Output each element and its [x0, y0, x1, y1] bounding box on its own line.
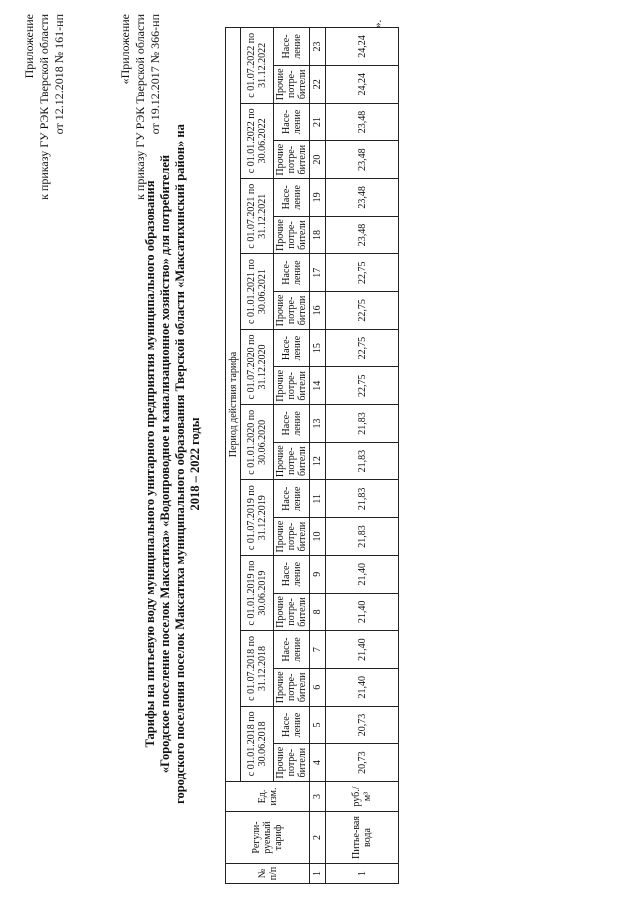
tariff-value: 21,40	[326, 631, 399, 669]
category-other-consumers: Прочие потре-бители	[274, 367, 310, 405]
column-number: 1	[310, 864, 326, 884]
category-population: Насе-ление	[274, 254, 310, 292]
category-other-consumers: Прочие потре-бители	[274, 292, 310, 330]
period-cell: с 01.01.2021 по 30.06.2021	[241, 254, 274, 329]
column-number: 9	[310, 555, 326, 593]
title-line-2: «Городское поселение поселок Максатиха» «Водопроводное и канализационное хозяйство» для потребителей	[158, 154, 172, 774]
tariff-value: 23,48	[326, 103, 399, 141]
category-population: Насе-ление	[274, 480, 310, 518]
category-population: Насе-ление	[274, 179, 310, 217]
column-number: 16	[310, 292, 326, 330]
tariff-value: 21,40	[326, 555, 399, 593]
period-cell: с 01.07.2022 по 31.12.2022	[241, 28, 274, 104]
category-population: Насе-ление	[274, 631, 310, 669]
row-unit: руб./м³	[326, 782, 399, 812]
column-number: 20	[310, 141, 326, 179]
column-number: 17	[310, 254, 326, 292]
row-number: 1	[326, 864, 399, 884]
category-other-consumers: Прочие потре-бители	[274, 593, 310, 631]
tariff-value: 20,73	[326, 706, 399, 744]
period-cell: с 01.07.2019 по 31.12.2019	[241, 480, 274, 555]
column-number: 22	[310, 65, 326, 103]
category-other-consumers: Прочие потре-бители	[274, 141, 310, 179]
period-cell: с 01.01.2018 по 30.06.2018	[241, 706, 274, 781]
column-number: 4	[310, 744, 326, 782]
category-population: Насе-ление	[274, 103, 310, 141]
period-cell: с 01.07.2020 по 31.12.2020	[241, 329, 274, 404]
tariff-value: 24,24	[326, 28, 399, 66]
column-number: 13	[310, 405, 326, 443]
header-number: № п/п	[226, 864, 310, 884]
annex-label: Приложение	[22, 14, 36, 79]
category-other-consumers: Прочие потре-бители	[274, 744, 310, 782]
period-cell: с 01.01.2019 по 30.06.2019	[241, 555, 274, 630]
period-cell: с 01.07.2021 по 31.12.2021	[241, 179, 274, 254]
table-row	[326, 28, 399, 884]
period-cell: с 01.01.2022 по 30.06.2022	[241, 103, 274, 178]
document-title	[143, 114, 203, 814]
period-cell: с 01.07.2018 по 31.12.2018	[241, 631, 274, 706]
closing-mark: ».	[372, 19, 384, 28]
tariff-value: 21,83	[326, 442, 399, 480]
tariff-value: 21,40	[326, 593, 399, 631]
column-number: 12	[310, 442, 326, 480]
tariff-value: 21,83	[326, 518, 399, 556]
category-other-consumers: Прочие потре-бители	[274, 216, 310, 254]
category-other-consumers: Прочие потре-бители	[274, 442, 310, 480]
annex-order: к приказу ГУ РЭК Тверской области	[37, 14, 51, 200]
column-number: 11	[310, 480, 326, 518]
tariff-value: 21,83	[326, 405, 399, 443]
header-period: Период действия тарифа	[226, 28, 241, 782]
column-number: 14	[310, 367, 326, 405]
previous-annex-order: к приказу ГУ РЭК Тверской области	[133, 14, 147, 200]
tariff-value: 22,75	[326, 292, 399, 330]
header-unit: Ед. изм.	[226, 782, 310, 812]
tariff-value: 20,73	[326, 744, 399, 782]
header-tariff: Регули-руемый тариф	[226, 812, 310, 864]
tariff-value: 23,48	[326, 141, 399, 179]
category-other-consumers: Прочие потре-бители	[274, 518, 310, 556]
column-number: 19	[310, 179, 326, 217]
column-number: 7	[310, 631, 326, 669]
category-other-consumers: Прочие потре-бители	[274, 668, 310, 706]
tariff-value: 21,40	[326, 668, 399, 706]
category-row	[274, 28, 310, 884]
column-number: 8	[310, 593, 326, 631]
tariff-value: 23,48	[326, 179, 399, 217]
previous-annex-label: «Приложение	[118, 14, 132, 85]
tariff-value: 24,24	[326, 65, 399, 103]
category-other-consumers: Прочие потре-бители	[274, 65, 310, 103]
column-number: 2	[310, 812, 326, 864]
column-number: 3	[310, 782, 326, 812]
column-number: 5	[310, 706, 326, 744]
category-population: Насе-ление	[274, 329, 310, 367]
tariff-value: 22,75	[326, 329, 399, 367]
annex-block	[22, 14, 67, 244]
period-row	[241, 28, 274, 884]
column-number: 23	[310, 28, 326, 66]
category-population: Насе-ление	[274, 706, 310, 744]
tariff-value: 23,48	[326, 216, 399, 254]
row-tariff: Питье-вая вода	[326, 812, 399, 864]
title-line-3: городского поселения поселок Максатиха муниципального образования Тверской области «Максатихинский район» на 2018 – 2022 годы	[173, 124, 202, 804]
tariff-value: 22,75	[326, 254, 399, 292]
tariff-value: 22,75	[326, 367, 399, 405]
column-number: 15	[310, 329, 326, 367]
title-line-1: Тарифы на питьевую воду муниципального унитарного предприятия муниципального образования	[143, 180, 157, 748]
period-cell: с 01.01.2020 по 30.06.2020	[241, 405, 274, 480]
tariff-value: 21,83	[326, 480, 399, 518]
column-number-row	[310, 28, 326, 884]
annex-date: от 12.12.2018 № 161-нп	[52, 14, 66, 135]
category-population: Насе-ление	[274, 28, 310, 66]
column-number: 18	[310, 216, 326, 254]
tariff-table	[225, 27, 399, 884]
column-number: 21	[310, 103, 326, 141]
previous-annex-date: от 19.12.2017 № 366-нп	[148, 14, 162, 135]
column-number: 6	[310, 668, 326, 706]
category-population: Насе-ление	[274, 555, 310, 593]
category-population: Насе-ление	[274, 405, 310, 443]
column-number: 10	[310, 518, 326, 556]
